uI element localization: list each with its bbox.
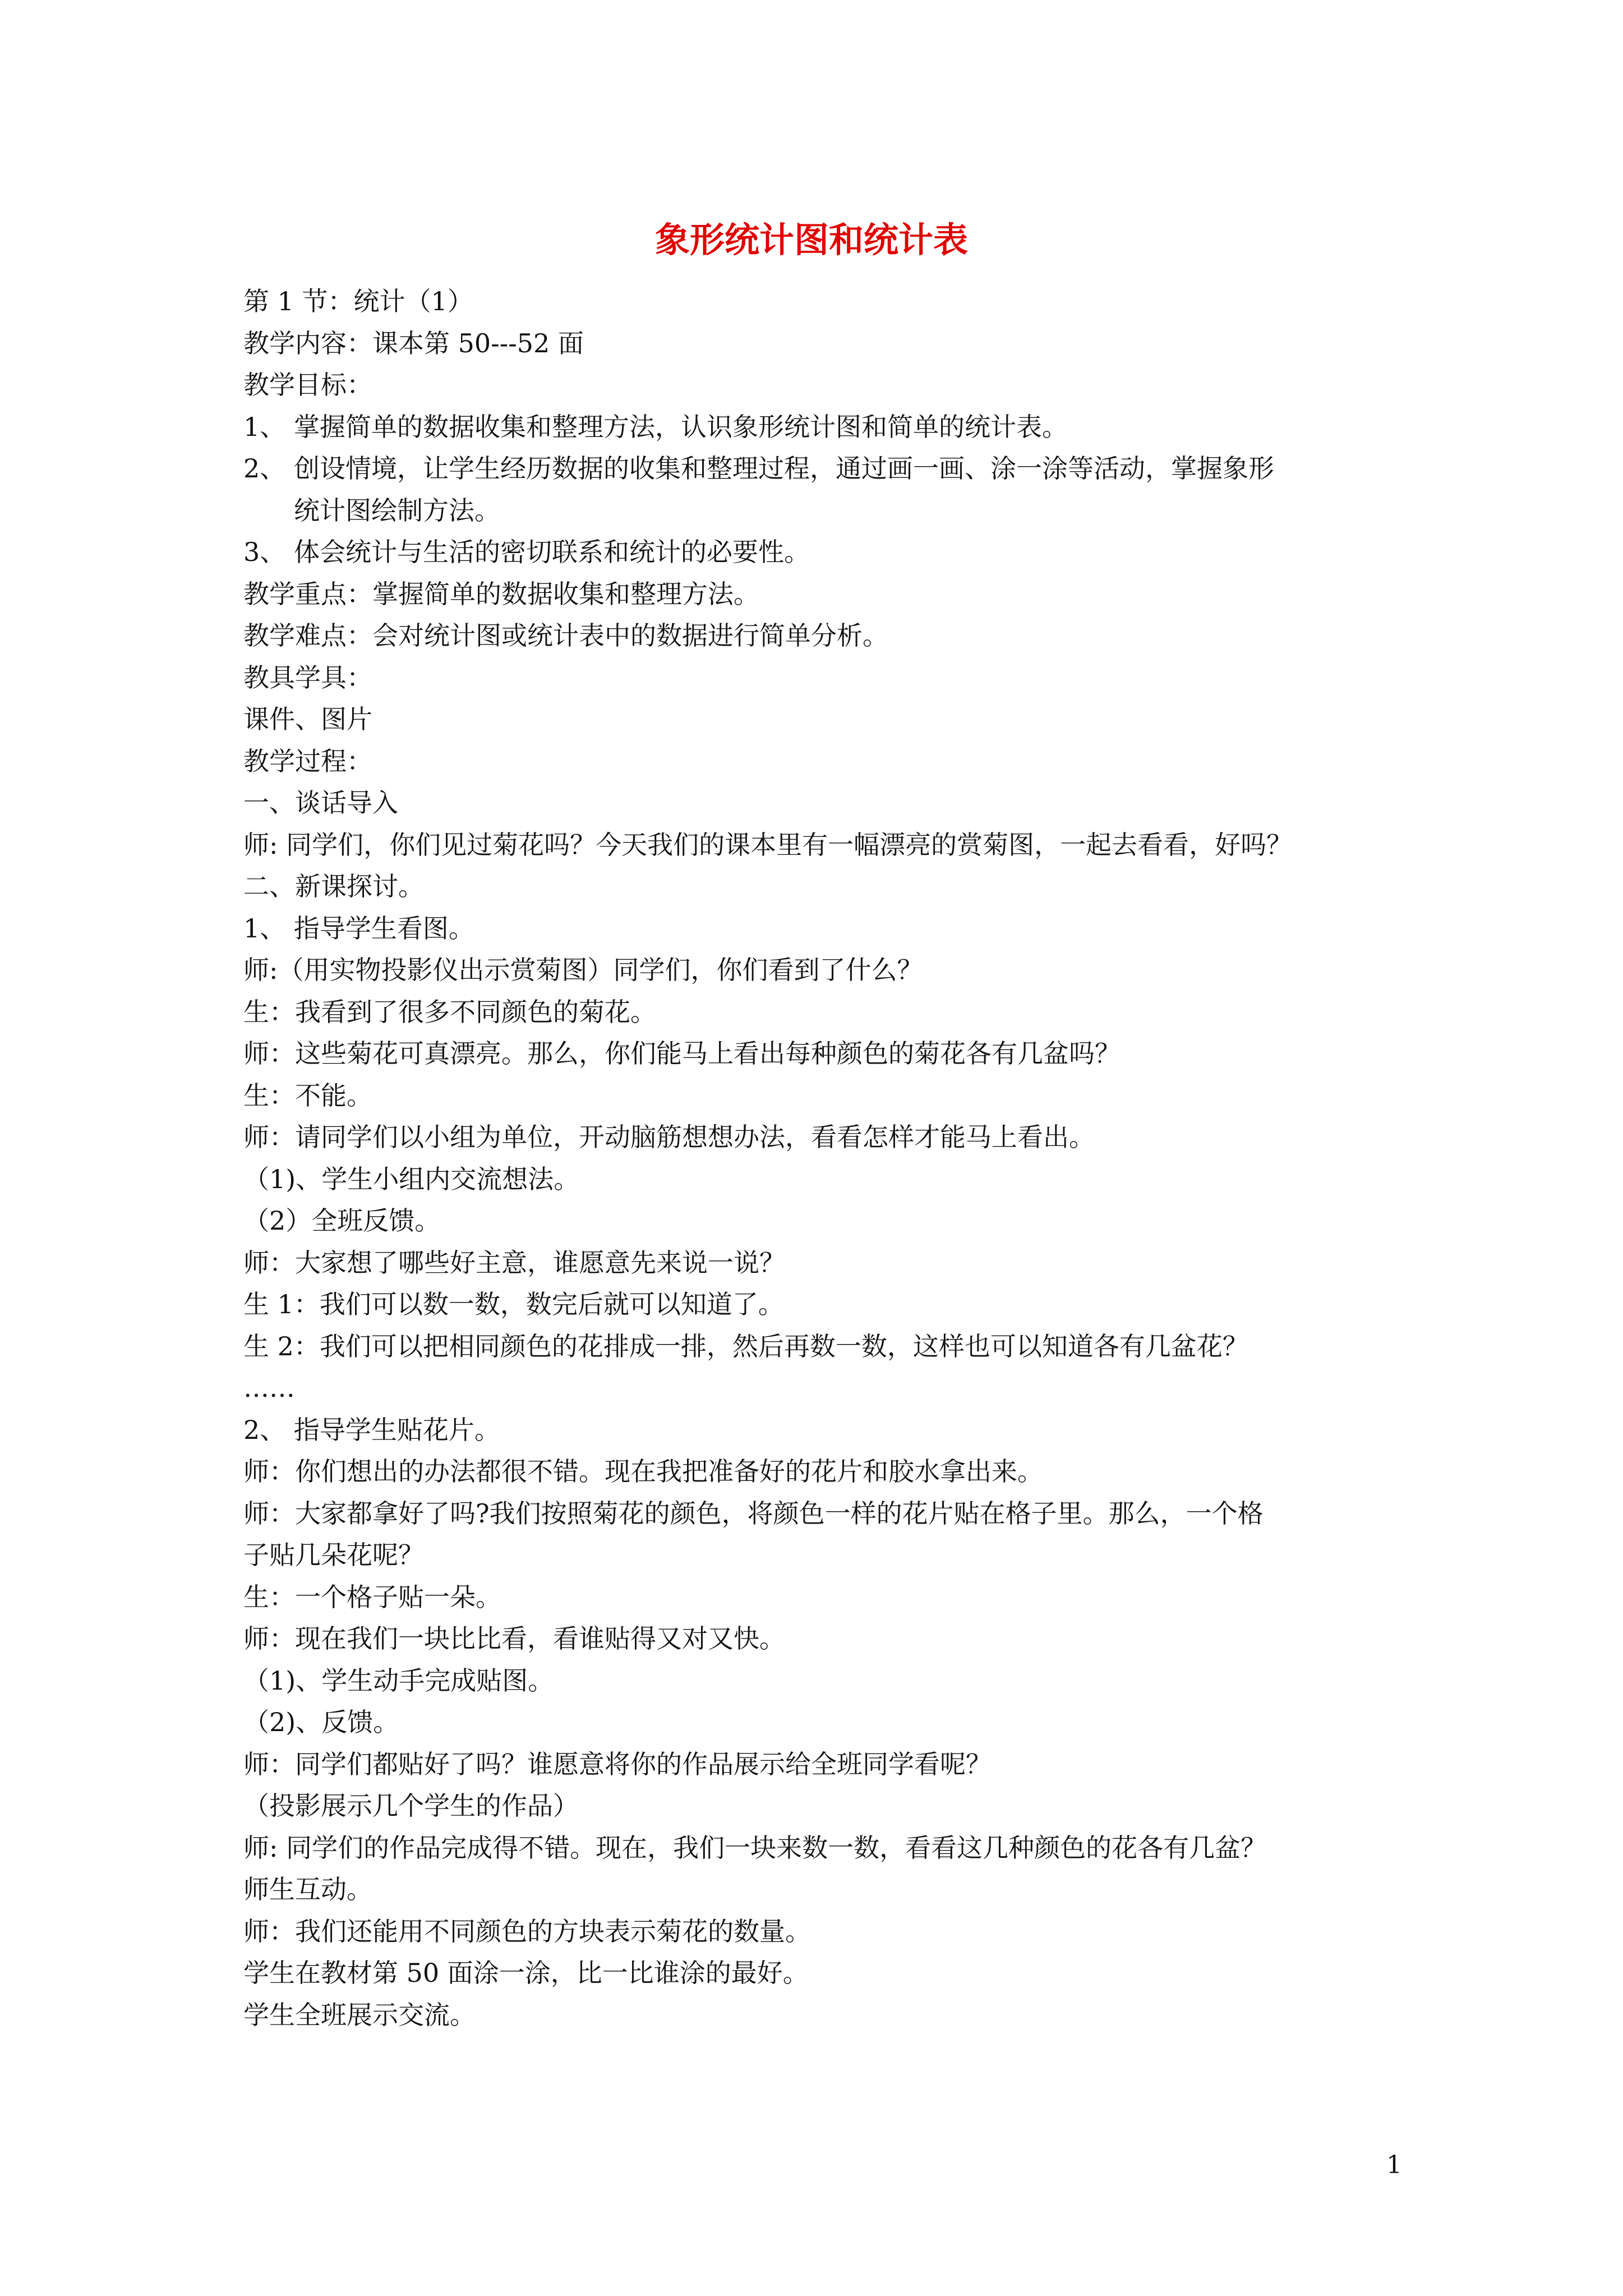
text-line: （1)、学生动手完成贴图。 [243,1665,554,1696]
text-line: 二、新课探讨。 [243,871,424,901]
objective-number: 1、 [243,411,286,442]
objective-continuation: 统计图绘制方法。 [294,495,500,526]
text-line: 师：我们还能用不同颜色的方块表示菊花的数量。 [243,1916,811,1947]
text-line: 一、谈话导入 [243,788,398,818]
text-line: （2）全班反馈。 [243,1205,441,1236]
text-line: 生 2：我们可以把相同颜色的花排成一排，然后再数一数，这样也可以知道各有几盆花？ [243,1331,1248,1361]
text-line: 师：这些菊花可真漂亮。那么，你们能马上看出每种颜色的菊花各有几盆吗？ [243,1038,1121,1069]
text-line: 学生全班展示交流。 [243,1999,476,2030]
document-title: 象形统计图和统计表 [654,219,968,260]
text-line: 1、 指导学生看图。 [243,913,474,944]
content-line: 教学内容：课本第 50---52 面 [243,328,584,358]
text-line: 师：大家想了哪些好主意，谁愿意先来说一说？ [243,1247,785,1278]
text-line: 子贴几朵花呢？ [243,1540,424,1570]
objective-text: 掌握简单的数据收集和整理方法，认识象形统计图和简单的统计表。 [294,411,1068,442]
text-line: 生：一个格子贴一朵。 [243,1581,501,1612]
text-line: 教学重点：掌握简单的数据收集和整理方法。 [243,578,759,609]
text-line: 师：大家都拿好了吗?我们按照菊花的颜色，将颜色一样的花片贴在格子里。那么，一个格 [243,1498,1264,1529]
text-line: （1)、学生小组内交流想法。 [243,1163,580,1194]
text-line: 师:（用实物投影仪出示赏菊图）同学们，你们看到了什么？ [243,955,923,985]
text-line: 教具学具： [243,662,372,693]
objective-text: 体会统计与生活的密切联系和统计的必要性。 [294,537,810,567]
document-body [243,280,1393,2036]
text-line: 师生互动。 [243,1874,372,1904]
text-line: 教学过程： [243,746,372,776]
text-line: 师：现在我们一块比比看，看谁贴得又对又快。 [243,1623,785,1654]
objective-text: 创设情境，让学生经历数据的收集和整理过程，通过画一画、涂一涂等活动，掌握象形 [294,453,1274,484]
text-line: 2、 指导学生贴花片。 [243,1414,500,1445]
objectives-heading: 教学目标： [243,370,372,400]
page-number: 1 [1386,2151,1402,2179]
text-line: 生 1：我们可以数一数，数完后就可以知道了。 [243,1289,784,1319]
section-line: 第 1 节：统计（1） [243,286,473,316]
text-line: （投影展示几个学生的作品） [243,1791,579,1821]
objective-number: 3、 [243,537,286,567]
text-line: 课件、图片 [243,704,372,734]
objective-item [243,448,1393,490]
text-line: 师：请同学们以小组为单位，开动脑筋想想办法，看看怎样才能马上看出。 [243,1122,1095,1152]
text-line: 生：我看到了很多不同颜色的菊花。 [243,996,656,1027]
text-line: 师: 同学们，你们见过菊花吗？今天我们的课本里有一幅漂亮的赏菊图，一起去看看，好吗？ [243,829,1293,860]
text-line: 教学难点：会对统计图或统计表中的数据进行简单分析。 [243,620,888,651]
text-line: 生：不能。 [243,1080,372,1111]
objective-item [243,531,1393,573]
text-line: （2)、反馈。 [243,1707,399,1737]
text-line: 师: 同学们的作品完成得不错。现在，我们一块来数一数，看看这几种颜色的花各有几盆？ [243,1832,1267,1863]
text-line: 师：你们想出的办法都很不错。现在我把准备好的花片和胶水拿出来。 [243,1456,1043,1487]
objective-item [243,406,1393,448]
text-line: 师：同学们都贴好了吗？谁愿意将你的作品展示给全班同学看呢？ [243,1749,992,1779]
text-line: …… [243,1373,295,1403]
objective-number: 2、 [243,453,286,484]
text-line: 学生在教材第 50 面涂一涂，比一比谁涂的最好。 [243,1958,809,1988]
